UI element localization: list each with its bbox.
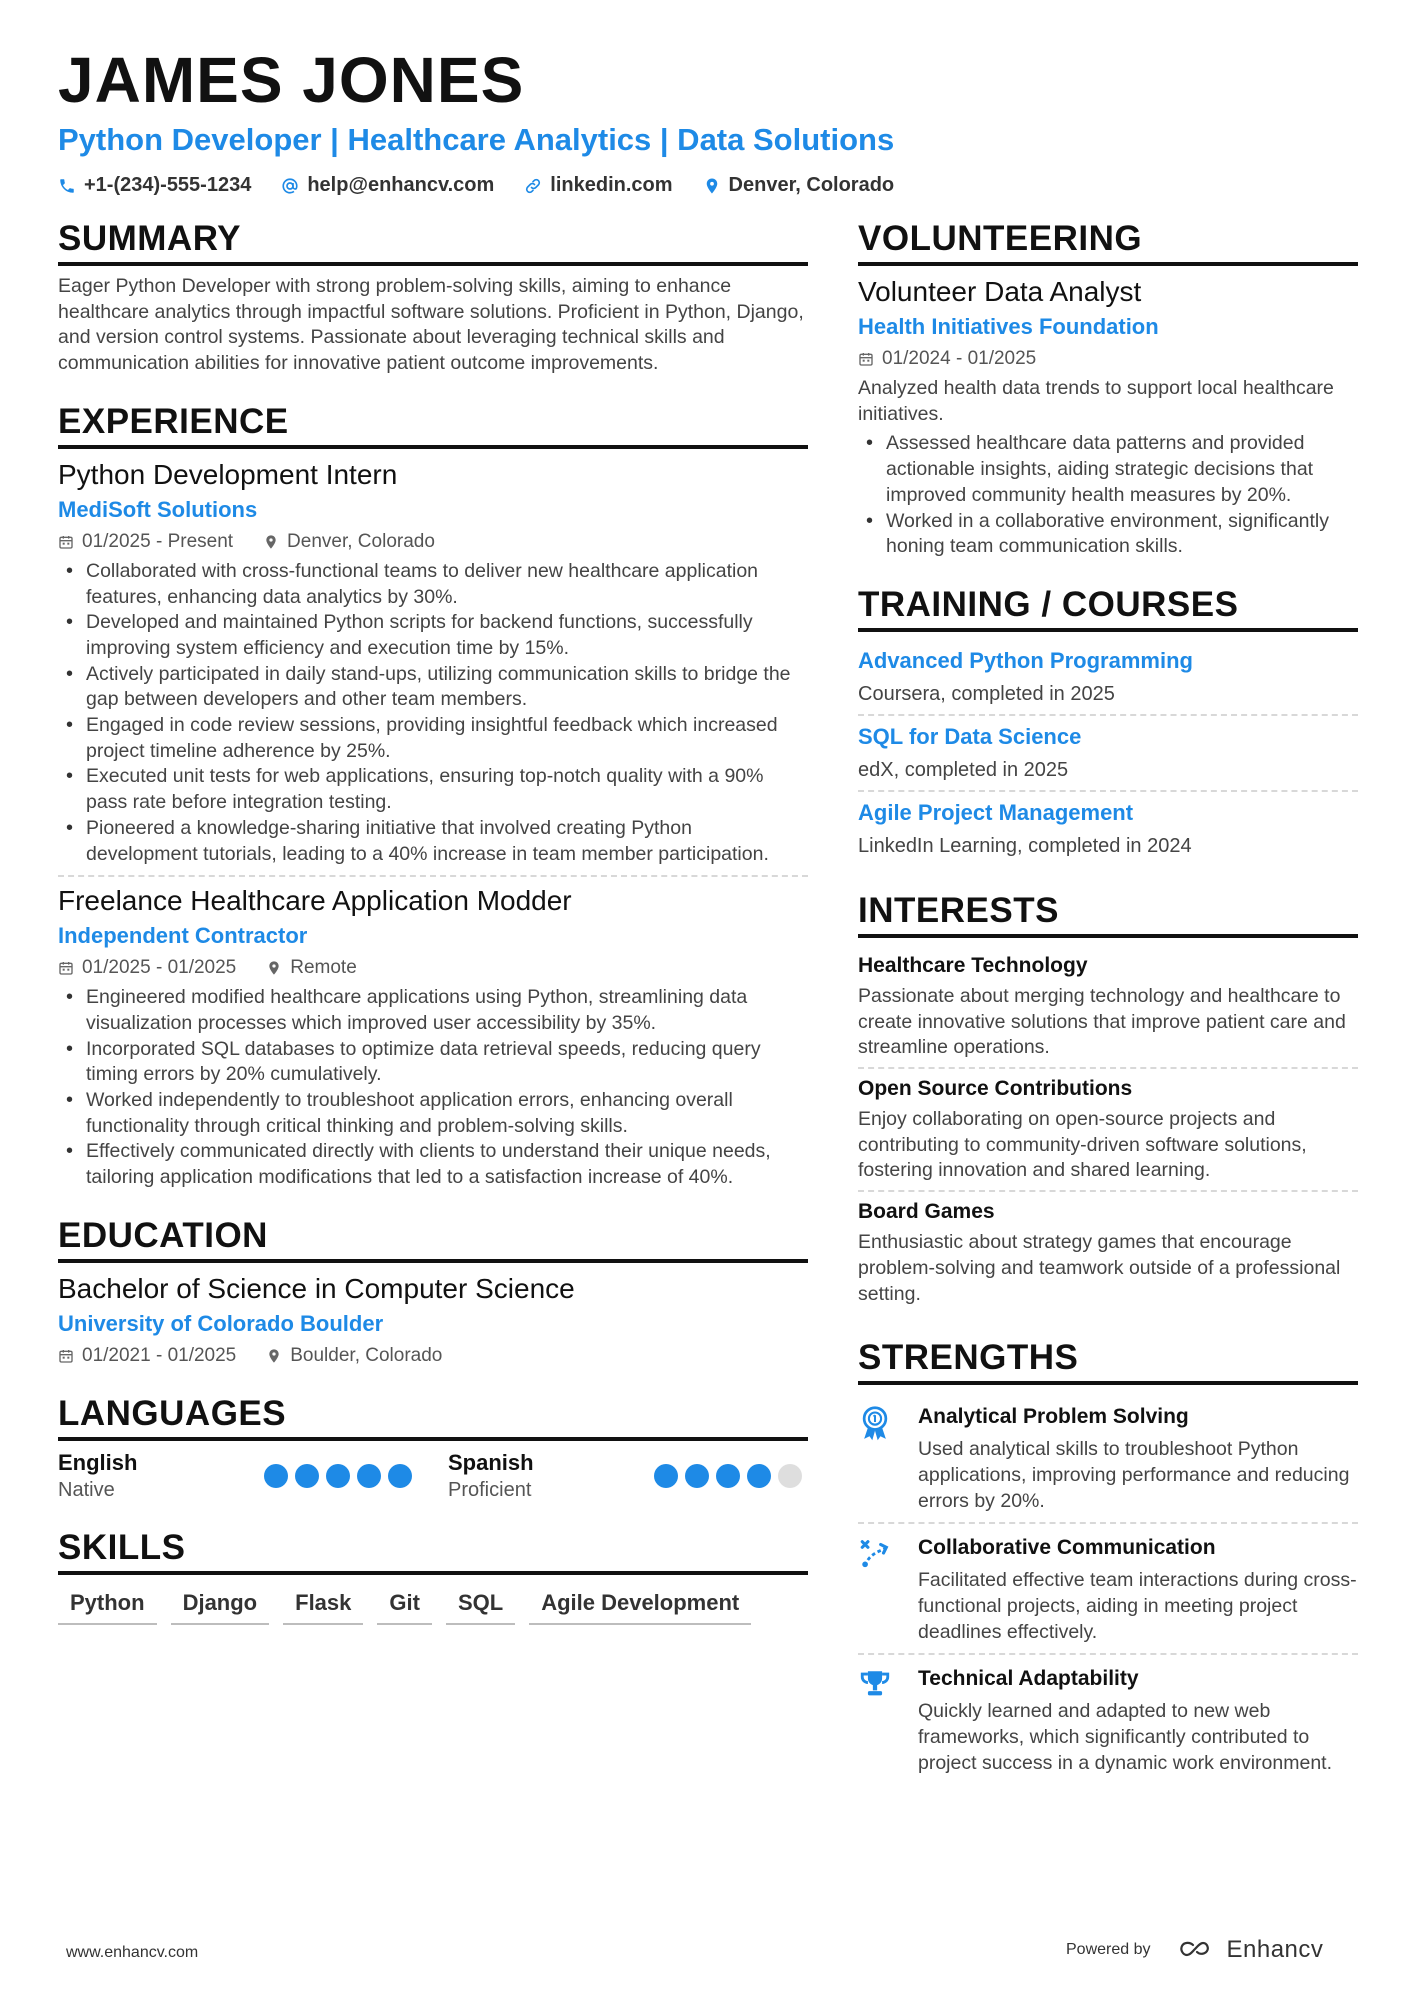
right-column [858,218,1358,1809]
education-meta [58,1343,808,1369]
job-title: Python Development Intern [58,458,398,490]
link-icon [524,177,542,195]
section-title-strengths: STRENGTHS [858,1337,1358,1385]
bullet-item: • Assessed healthcare data patterns and provided actionable insights, aiding strategic decisions that improved community health measures by 20%. [858,431,1358,508]
languages-section [58,1393,808,1503]
bullet-item: • Effectively communicated directly with clients to understand their unique needs, tailoring application modifications that led to a satisfaction increase of 40%. [58,1139,808,1190]
bullet-item: • Collaborated with cross-functional teams to deliver new healthcare application features, enhancing data analytics by 30%. [58,559,808,610]
course-detail: LinkedIn Learning, completed in 2024 [858,834,1192,857]
candidate-headline: Python Developer | Healthcare Analytics | Data Solutions [58,122,895,157]
language-level: Proficient [448,1478,532,1501]
interest-item [858,1192,1358,1313]
section-title-interests: INTERESTS [858,890,1358,938]
map-pin-icon [263,534,279,550]
summary-section [58,218,808,377]
candidate-name: JAMES JONES [58,44,525,116]
strategy-arrows-icon [858,1536,892,1570]
left-column [58,218,808,1649]
language-name: Spanish [448,1449,534,1475]
company-name: Independent Contractor [58,923,308,949]
summary-text: Eager Python Developer with strong problem-solving skills, aiming to enhance healthcare analytics through impactful software solutions. Proficient in Python, Django, and version control systems. Passionate about leveraging technical skills and communication abilities for innovative patient outcome improvements. [58,275,804,375]
rating-dot-filled [295,1464,319,1488]
skill-tag: Agile Development [529,1583,751,1625]
rating-dot-empty [778,1464,802,1488]
interest-desc: Passionate about merging technology and healthcare to create innovative solutions that improve patient care and streamline operations. [858,984,1346,1059]
rating-dot-filled [326,1464,350,1488]
job-dates [58,955,236,981]
skills-list [58,1583,808,1625]
bullet-item: • Worked in a collaborative environment, significantly honing team communication skills. [858,509,1358,560]
interest-item [858,1069,1358,1192]
section-title-summary: SUMMARY [58,218,808,266]
contact-phone-text: +1-(234)-555-1234 [84,174,252,196]
language-name: English [58,1449,138,1475]
job-dates-text: 01/2025 - 01/2025 [82,957,237,979]
school-name: University of Colorado Boulder [58,1310,384,1336]
section-title-skills: SKILLS [58,1527,808,1575]
experience-entry [58,457,808,867]
map-pin-icon [266,1348,282,1364]
strength-desc: Used analytical skills to troubleshoot Python applications, improving performance and reducing errors by 20%. [918,1438,1350,1512]
bullet-item: • Developed and maintained Python scripts for backend functions, successfully improving system efficiency and execution time by 15%. [58,610,808,661]
language-item [58,1449,412,1503]
volunteer-bullets [858,431,1358,560]
strength-title: Technical Adaptability [918,1667,1139,1691]
course-item [858,792,1358,866]
phone-icon [58,177,76,195]
section-title-training: TRAINING / COURSES [858,584,1358,632]
education-dates-text: 01/2021 - 01/2025 [82,1344,237,1366]
contact-linkedin[interactable] [524,174,672,197]
contact-email-text: help@enhancv.com [307,174,495,196]
job-location [266,955,357,981]
rating-dot-filled [654,1464,678,1488]
at-sign-icon [281,177,299,195]
volunteering-section [858,218,1358,560]
contact-phone[interactable] [58,174,251,197]
job-location-text: Denver, Colorado [287,530,435,552]
job-bullets [58,985,808,1191]
language-rating [654,1464,802,1488]
skill-tag: SQL [446,1583,515,1625]
strength-item [858,1655,1358,1784]
language-item [448,1449,802,1503]
job-meta [58,955,808,981]
section-title-education: EDUCATION [58,1215,808,1263]
brand-logo[interactable] [1175,1936,1324,1964]
job-meta [58,529,808,555]
course-name: SQL for Data Science [858,723,1082,749]
education-section [58,1215,808,1369]
contact-linkedin-text: linkedin.com [550,174,673,196]
volunteer-meta [858,346,1358,372]
interest-title: Open Source Contributions [858,1077,1133,1101]
bullet-item: • Engaged in code review sessions, providing insightful feedback which increased project timeline adherence by 25%. [58,713,808,764]
skill-tag: Django [171,1583,270,1625]
calendar-icon [58,534,74,550]
experience-entry [58,883,808,1191]
volunteer-dates [858,346,1036,372]
brand-name: Enhancv [1226,1936,1324,1963]
contact-location-text: Denver, Colorado [728,174,895,196]
rating-dot-filled [264,1464,288,1488]
rating-dot-filled [388,1464,412,1488]
language-level: Native [58,1478,115,1501]
bullet-item: • Executed unit tests for web applications, ensuring top-notch quality with a 90% pass rate before integration testing. [58,764,808,815]
rating-dot-filled [747,1464,771,1488]
section-title-languages: LANGUAGES [58,1393,808,1441]
education-location [266,1343,442,1369]
rating-dot-filled [716,1464,740,1488]
award-ribbon-icon [858,1405,892,1443]
skill-tag: Python [58,1583,157,1625]
volunteer-summary: Analyzed health data trends to support local healthcare initiatives. [858,377,1334,425]
job-dates-text: 01/2025 - Present [82,530,234,552]
bullet-item: • Pioneered a knowledge-sharing initiative that involved creating Python development tutorials, leading to a 40% increase in team member participation. [58,816,808,867]
language-rating [264,1464,412,1488]
job-title: Freelance Healthcare Application Modder [58,885,572,917]
powered-by-label: Powered by [1066,1941,1151,1958]
bullet-item: • Actively participated in daily stand-ups, utilizing communication skills to bridge the gap between developers and other team members. [58,662,808,713]
job-location-text: Remote [290,957,357,979]
languages-list [58,1449,808,1503]
rating-dot-filled [685,1464,709,1488]
strength-desc: Facilitated effective team interactions during cross-functional projects, aiding in meeting project deadlines effectively. [918,1569,1357,1643]
education-dates [58,1343,236,1369]
course-item [858,716,1358,792]
contact-location [703,174,895,197]
volunteer-dates-text: 01/2024 - 01/2025 [882,348,1037,369]
calendar-icon [858,351,874,367]
bullet-item: • Incorporated SQL databases to optimize data retrieval speeds, reducing query timing errors by 20% cumulatively. [58,1037,808,1088]
contact-bar [58,174,1358,197]
interest-desc: Enjoy collaborating on open-source projects and contributing to community-driven software solutions, fostering innovation and shared learning. [858,1108,1307,1182]
resume-header [58,44,1358,197]
skill-tag: Flask [283,1583,363,1625]
course-item [858,640,1358,716]
calendar-icon [58,960,74,976]
footer-website[interactable]: www.enhancv.com [66,1944,199,1961]
course-detail: Coursera, completed in 2025 [858,682,1115,705]
interests-section [858,890,1358,1313]
skills-section [58,1527,808,1625]
strength-desc: Quickly learned and adapted to new web frameworks, which significantly contributed to project success in a dynamic work environment. [918,1700,1333,1774]
interest-title: Healthcare Technology [858,953,1088,977]
strength-title: Collaborative Communication [918,1536,1216,1560]
volunteer-org: Health Initiatives Foundation [858,314,1159,339]
strengths-section [858,1337,1358,1784]
trophy-icon [858,1667,892,1701]
enhancv-logo-icon [1175,1939,1219,1961]
course-detail: edX, completed in 2025 [858,758,1069,781]
bullet-item: • Worked independently to troubleshoot application errors, enhancing overall functionality through critical thinking and problem-solving skills. [58,1088,808,1139]
entry-divider [58,875,808,877]
experience-section [58,401,808,1191]
bullet-item: • Engineered modified healthcare applications using Python, streamlining data visualization processes which improved user accessibility by 35%. [58,985,808,1036]
interest-desc: Enthusiastic about strategy games that encourage problem-solving and teamwork outside of a professional setting. [858,1231,1341,1305]
section-title-experience: EXPERIENCE [58,401,808,449]
section-title-volunteering: VOLUNTEERING [858,218,1358,266]
interest-title: Board Games [858,1200,995,1224]
map-pin-icon [703,177,721,195]
contact-email[interactable] [281,174,494,197]
training-section [858,584,1358,866]
job-location [263,529,435,555]
company-name: MediSoft Solutions [58,496,258,522]
strength-title: Analytical Problem Solving [918,1405,1189,1429]
course-name: Advanced Python Programming [858,647,1193,673]
strength-item [858,1393,1358,1524]
calendar-icon [58,1348,74,1364]
skill-tag: Git [377,1583,432,1625]
job-dates [58,529,233,555]
map-pin-icon [266,960,282,976]
job-bullets [58,559,808,867]
education-location-text: Boulder, Colorado [290,1344,443,1366]
interest-item [858,946,1358,1069]
volunteer-role: Volunteer Data Analyst [858,276,1142,307]
course-name: Agile Project Management [858,799,1134,825]
strength-item [858,1524,1358,1655]
degree-title: Bachelor of Science in Computer Science [58,1272,575,1304]
rating-dot-filled [357,1464,381,1488]
footer-branding [1066,1936,1323,1964]
